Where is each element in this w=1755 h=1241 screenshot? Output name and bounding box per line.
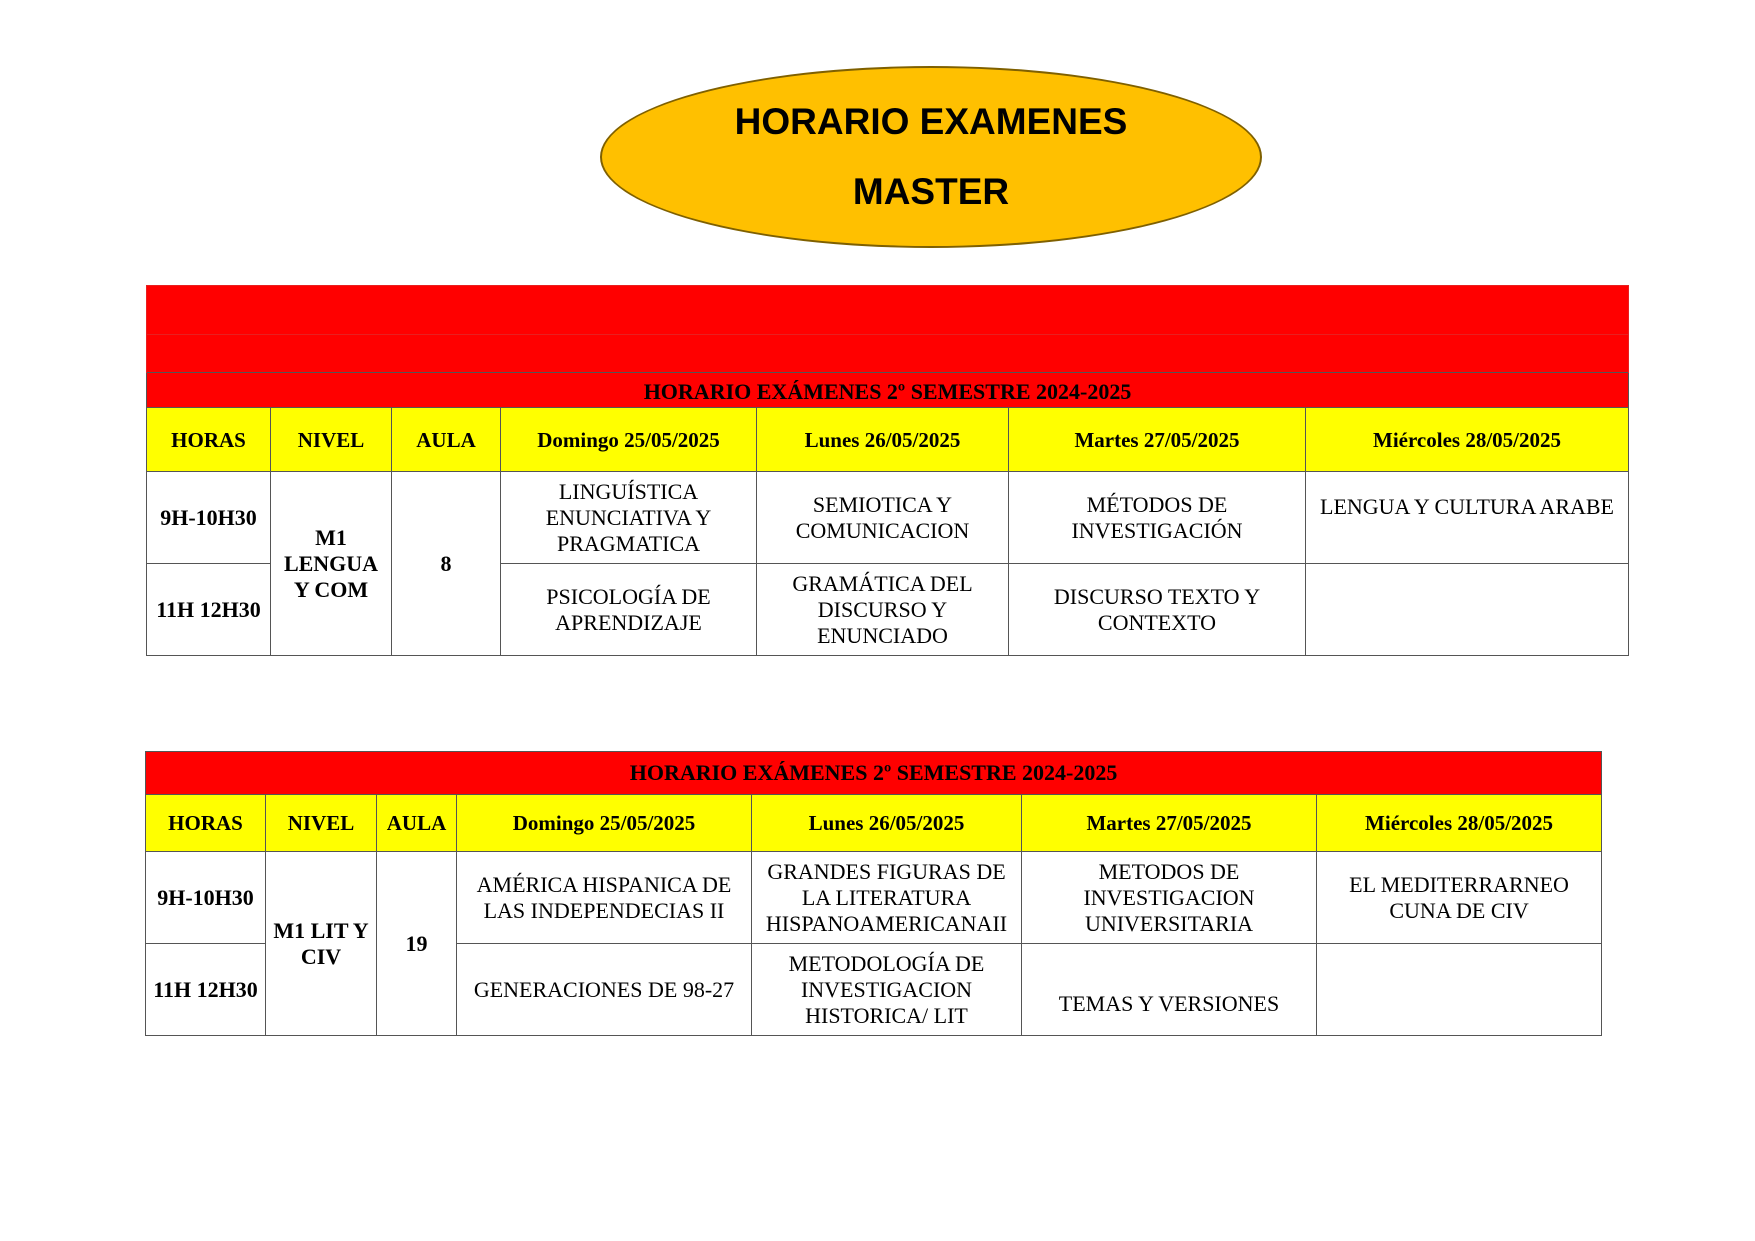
exam-cell: LINGUÍSTICA ENUNCIATIVA Y PRAGMATICA	[501, 472, 757, 564]
column-header: Domingo 25/05/2025	[501, 408, 757, 472]
table-title: HORARIO EXÁMENES 2º SEMESTRE 2024-2025	[147, 373, 1629, 408]
aula-cell: 19	[377, 852, 457, 1036]
nivel-cell: M1 LIT Y CIV	[266, 852, 377, 1036]
column-header: Martes 27/05/2025	[1022, 795, 1317, 852]
exam-cell: GRAMÁTICA DEL DISCURSO Y ENUNCIADO	[757, 564, 1009, 656]
page-title-line1: HORARIO EXAMENES	[734, 101, 1128, 142]
exam-cell	[1306, 564, 1629, 656]
schedule-table-lengua	[146, 285, 1629, 656]
hour-cell: 9H-10H30	[147, 472, 271, 564]
page-title-line2: MASTER	[852, 171, 1010, 212]
schedule-table-literatura	[145, 751, 1602, 1036]
exam-cell: MÉTODOS DE INVESTIGACIÓN	[1009, 472, 1306, 564]
exam-cell: GRANDES FIGURAS DE LA LITERATURA HISPANOAMERICANAII	[752, 852, 1022, 944]
column-header: Miércoles 28/05/2025	[1317, 795, 1602, 852]
exam-cell: EL MEDITERRARNEO CUNA DE CIV	[1317, 852, 1602, 944]
nivel-cell: M1 LENGUA Y COM	[271, 472, 392, 656]
table-title: HORARIO EXÁMENES 2º SEMESTRE 2024-2025	[146, 752, 1602, 795]
exam-cell: SEMIOTICA Y COMUNICACION	[757, 472, 1009, 564]
hour-cell: 9H-10H30	[146, 852, 266, 944]
exam-cell: LENGUA Y CULTURA ARABE	[1306, 472, 1629, 564]
column-header: AULA	[377, 795, 457, 852]
hour-cell: 11H 12H30	[146, 944, 266, 1036]
exam-cell: AMÉRICA HISPANICA DE LAS INDEPENDECIAS II	[457, 852, 752, 944]
column-header: Lunes 26/05/2025	[752, 795, 1022, 852]
column-header: AULA	[392, 408, 501, 472]
title-band	[147, 286, 1629, 335]
column-header: Martes 27/05/2025	[1009, 408, 1306, 472]
column-header: HORAS	[147, 408, 271, 472]
column-header: NIVEL	[266, 795, 377, 852]
column-header: Miércoles 28/05/2025	[1306, 408, 1629, 472]
aula-cell: 8	[392, 472, 501, 656]
column-header: HORAS	[146, 795, 266, 852]
title-band	[147, 335, 1629, 373]
exam-cell: METODOS DE INVESTIGACION UNIVERSITARIA	[1022, 852, 1317, 944]
column-header: Lunes 26/05/2025	[757, 408, 1009, 472]
exam-cell: DISCURSO TEXTO Y CONTEXTO	[1009, 564, 1306, 656]
exam-cell: GENERACIONES DE 98-27	[457, 944, 752, 1036]
column-header: Domingo 25/05/2025	[457, 795, 752, 852]
page-title-oval	[600, 66, 1262, 248]
exam-cell: TEMAS Y VERSIONES	[1022, 944, 1317, 1036]
exam-cell: PSICOLOGÍA DE APRENDIZAJE	[501, 564, 757, 656]
exam-cell	[1317, 944, 1602, 1036]
column-header: NIVEL	[271, 408, 392, 472]
hour-cell: 11H 12H30	[147, 564, 271, 656]
exam-cell: METODOLOGÍA DE INVESTIGACION HISTORICA/ LIT	[752, 944, 1022, 1036]
